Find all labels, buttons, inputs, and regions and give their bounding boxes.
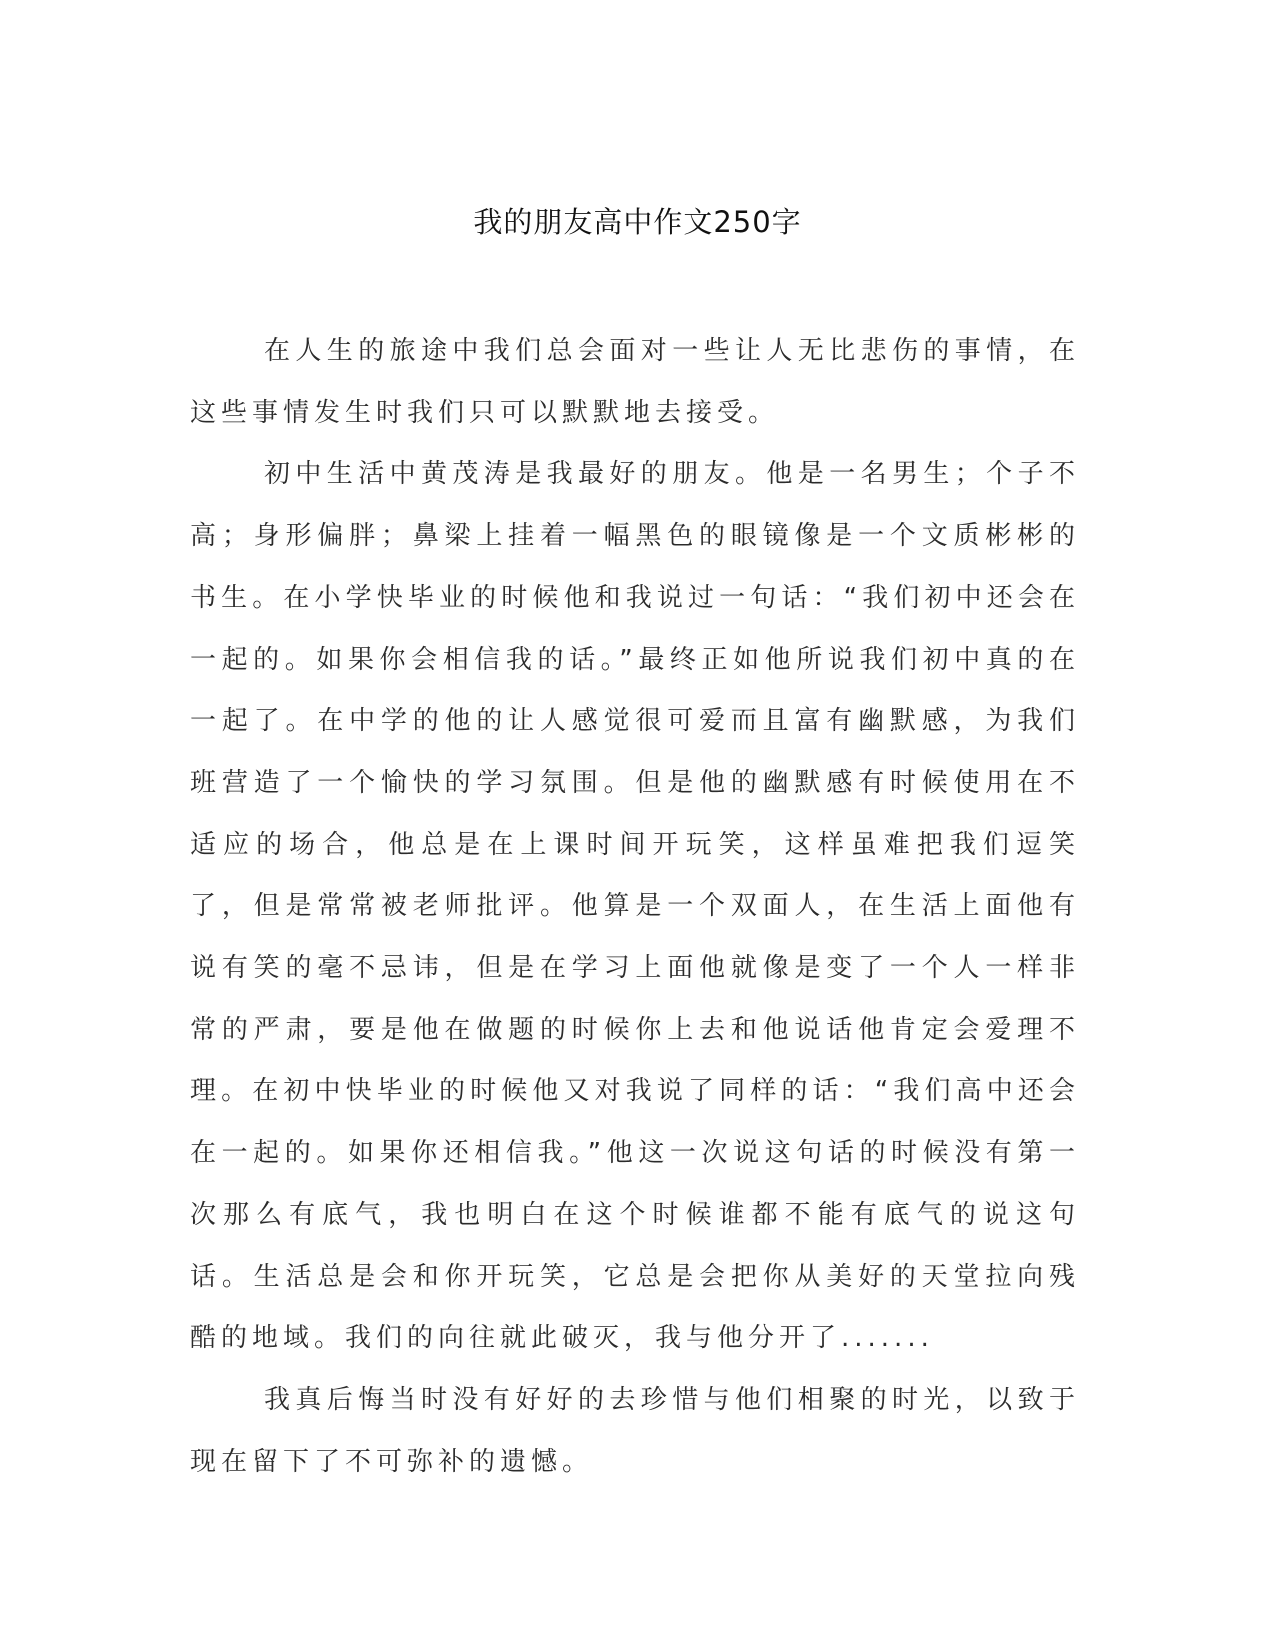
document-title: 我的朋友高中作文250字 [473,205,802,239]
document-body [190,321,1080,1493]
paragraph-3: 我真后悔当时没有好好的去珍惜与他们相聚的时光，以致于现在留下了不可弥补的遗憾。 [190,1384,1080,1477]
paragraph-2: 初中生活中黄茂涛是我最好的朋友。他是一名男生；个子不高；身形偏胖；鼻梁上挂着一幅黑色的眼镜像是一个文质彬彬的书生。在小学快毕业的时候他和我说过一句话：“我们初中还会在一起的。如果你会相信我的话。”最终正如他所说我们初中真的在一起了。在中学的他的让人感觉很可爱而且富有幽默感，为我们班营造了一个愉快的学习氛围。但是他的幽默感有时候使用在不适应的场合，他总是在上课时间开玩笑，这样虽难把我们逗笑了，但是常常被老师批评。他算是一个双面人，在生活上面他有说有笑的毫不忌讳，但是在学习上面他就像是变了一个人一样非常的严肃，要是他在做题的时候你上去和他说话他肯定会爱理不理。在初中快毕业的时候他又对我说了同样的话：“我们高中还会在一起的。如果你还相信我。”他这一次说这句话的时候没有第一次那么有底气，我也明白在这个时候谁都不能有底气的说这句话。生活总是会和你开玩笑，它总是会把你从美好的天堂拉向残酷的地域。我们的向往就此破灭，我与他分开了....... [190,459,1080,1354]
paragraph-1: 在人生的旅途中我们总会面对一些让人无比悲伤的事情，在这些事情发生时我们只可以默默地去接受。 [190,336,1080,428]
